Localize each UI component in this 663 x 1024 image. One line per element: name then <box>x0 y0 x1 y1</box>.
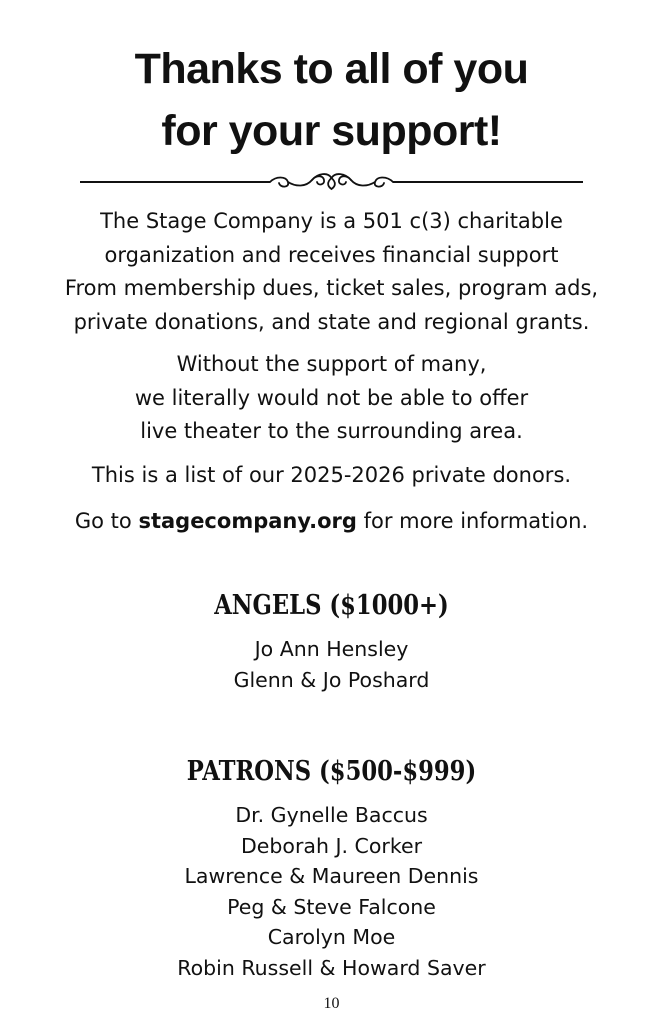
intro-line: From membership dues, ticket sales, program ads, <box>64 276 599 300</box>
info-suffix: for more information. <box>356 509 589 533</box>
donor-name: Glenn & Jo Poshard <box>233 667 430 692</box>
support-line: live theater to the surrounding area. <box>140 419 523 443</box>
donor-name: Dr. Gynelle Baccus <box>235 803 428 827</box>
donor-name: Deborah J. Corker <box>241 833 422 858</box>
title-line-1: Thanks to all of you <box>134 45 529 93</box>
flourish-icon <box>270 174 393 189</box>
angels-heading: ANGELS ($1000+) <box>214 590 449 621</box>
donor-name: Lawrence & Maureen Dennis <box>184 864 479 888</box>
support-line: Without the support of many, <box>176 352 487 376</box>
support-paragraph <box>20 348 643 449</box>
title-line-2: for your support! <box>161 107 502 155</box>
intro-line: organization and receives financial support <box>104 242 559 267</box>
intro-line: The Stage Company is a 501 c(3) charitable <box>100 209 563 233</box>
patrons-heading: PATRONS ($500-$999) <box>186 756 477 787</box>
donor-list-note: This is a list of our 2025-2026 private donors. <box>91 463 572 487</box>
support-line: we literally would not be able to offer <box>134 385 529 410</box>
page-title <box>0 38 663 162</box>
intro-paragraph <box>20 205 643 339</box>
info-prefix: Go to <box>74 509 139 533</box>
donor-name: Robin Russell & Howard Saver <box>177 955 486 980</box>
ornamental-divider <box>80 170 583 194</box>
donor-name: Peg & Steve Falcone <box>227 894 436 919</box>
info-line <box>20 505 643 539</box>
donor-name: Jo Ann Hensley <box>254 637 409 661</box>
angels-list <box>0 634 663 695</box>
donor-name: Carolyn Moe <box>267 925 396 949</box>
page-number: 10 <box>323 995 340 1012</box>
patrons-list <box>0 800 663 983</box>
website-link: stagecompany.org <box>138 509 357 533</box>
intro-line: private donations, and state and regional grants. <box>73 309 590 334</box>
